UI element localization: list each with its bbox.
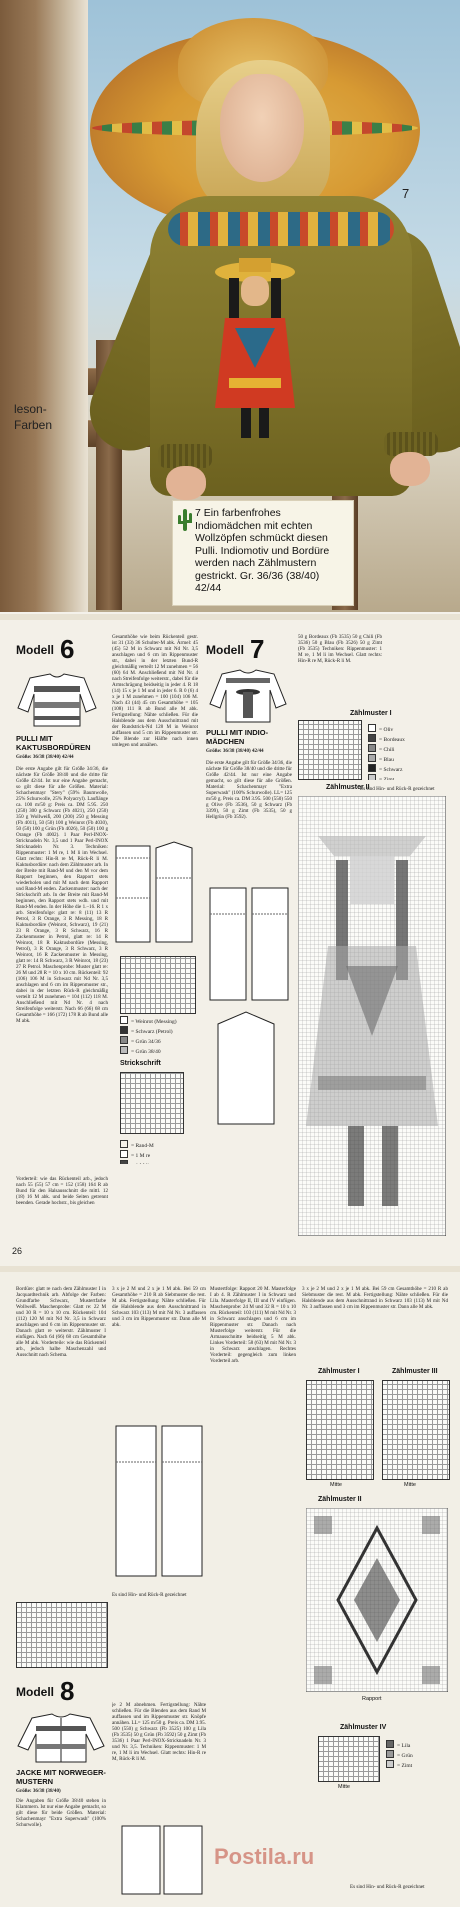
model-6-instructions-2: Vorderteil: wie das Rückenteil arb., jedoch nach 55 (55) 57 cm = 152 (158) 164 R ab Bund für den Halsausschnitt die mittl. 12 (18) 16 M abk. und beide Seiten getrennt beenden. Gerade hochstr., bis gleichen [16, 1176, 108, 1206]
model-7-title: PULLI MIT INDIO-MÄDCHEN [206, 728, 269, 746]
page-number: 26 [12, 1246, 23, 1256]
side-text-1: leson- [14, 402, 47, 416]
indio-count-chart [298, 796, 446, 1236]
model-7-instructions: Die erste Angabe gilt für Größe 34/36, die nächste für Größe 38/40 und die dritte für Größe 42/44. Ist nur eine Angabe gemacht, so gilt diese für alle Größen. Material: Schachenmayr "Extra Superwash" (100% Schurwolle). LL= 125 m/50 g. Preis ca. DM 3.95. 500 (550) 550 g Olive (Fb 3536), 50 g Schwarz (Fb 3399), 50 g Zimt (Fb 3535), 50 g Hellgrün (Fb 3592). [206, 760, 292, 820]
model-6-schematic [112, 838, 198, 948]
count-chart-1 [298, 720, 362, 780]
indio-girl-motif [215, 258, 295, 444]
model-face [220, 74, 304, 182]
model-6-knit-chart [120, 1072, 184, 1134]
model-number: 7 [250, 634, 265, 664]
count-chart-i [306, 1380, 374, 1480]
caption-box [172, 500, 354, 606]
model-8-left-text: Bordüre: glatt re nach dem Zählmuster I in Jacquardtechnik arb. Abfolge der Farben: Grundfarbe Schwarz, Mustertfarbe Wollweiß. Maschenprobe: Glatt re: 22 M und 30 R = 10 x 10 cm. Rückenteil: 104 (112) 120 M mit Nd Nr. 3,5 in Schwarz anschlagen und 6 cm im Rippenmuster str. Danach glatt re weiterstr. Zählmuster I einfügen. Nach 64 (66) 68 cm Gesamthöhe alle M abk. Vorderteile: wie das Rückenteil arb., jedoch halbe Maschenzahl und Ausschnitt nach Schema. [16, 1286, 106, 1358]
chart-label-1: Zählmuster I [350, 710, 392, 717]
sweater-yoke-border [168, 212, 394, 246]
model-7-instructions-2: 50 g Bordeaux (Fb 3535) 50 g Chili (Fb 3536) 50 g Blau (Fb 3526) 50 g Zimt (Fb 3535) Techniken: Rippenmuster: 1 M re, 1 M li im Wechsel. Glatt rechts: Hin-R re M, Rück-R li M. [298, 634, 382, 664]
chart-note-1: Es sind Hin- und Rück-R gezeichnet [112, 1592, 187, 1598]
model-6-size: Größe: 36/38 (38/40) 42/44 [16, 754, 74, 760]
model-label: Modell [16, 643, 54, 657]
pattern-page-1 [0, 614, 460, 1266]
model-6-instructions-3: Gesamthöhe wie beim Rückenteil gestr. ist 31 (33) 36 Schulter-M abk. Ärmel: 45 (45) 52 M in Schwarz mit Nd Nr. 3,5 anschlagen und 6 cm im Rippenmuster str., dabei in der letzten Bund-R gleichmäßig verteilt 12 M zunehmen = 56 (60) 64 M. Anschließend mit Nd Nr. 4 nach Streifenfolge weiterstr., dabei für die Armschrägung beidseitig in jeder 4. R 18 (14) 15 x je 1 M und in jeder 6. R 0 (6) 4 x je 1 M zunehmen = 100 (104) 106 M. Nach 43 (44) 45 cm Gesamthöhe = 105 (108) 111 R ab Bund alle M abk. Fertigstellung: Nähte schließen. Für die Halsblende aus dem Ausschnittrand mit der Rundstrick-Nd 128 M in Weinrot auffassen und 5 cm im Rippenmuster str. Die Blende zur Hälfte nach innen umlegen und annähen. [112, 634, 198, 748]
model-8-right-text: Mustertfolge: Rapport 20 M. Masterfolge I ab 4. R Zählmuster I in Schwarz und Lila. Masterfolge II, III und IV einfügen. Maschenprobe: 24 M und 32 R = 10 x 10 cm. Rückenteil: 103 (111) M mit Nd Nr. 3 in Schwarz anschlagen und 6 cm im Rippenmuster str. Danach nach Musterfolge weiterstr. Für die Armausschnitte beidseitig 5 M abk. Linkes Vorderteil: 58 (63) M mit Nd Nr. 3 in Schwarz anschlagen. Rechtes Vorderteil: gegengleich zum linken Vorderteil arb. [210, 1286, 296, 1364]
model-number: 8 [60, 1676, 75, 1706]
jacket-sketch-model-8 [16, 1712, 106, 1764]
model-7-schematic [206, 884, 292, 1134]
cactus-icon [177, 507, 193, 533]
small-legend: = Rand-M = 1 M re [120, 1140, 202, 1164]
model-8-mid-text-top: 3 x je 2 M und 2 x je 1 M abk. Bei 59 cm Gesamthöhe = 210 R ab Siebmuster die rest. M abk. Fertigstellung: Nähte schließen. Für die Halsblende aus dem Ausschnittrand in Schwarz 103 (113) M mit Nd Nr. 3 auffassen und 3 cm im Rippenmuster str. Dann alle M abk. [112, 1286, 206, 1328]
model-7-heading [206, 634, 264, 665]
hand [390, 452, 430, 486]
count-chart-iv [318, 1736, 380, 1782]
model-8-title: JACKE MIT NORWEGER-MUSTERN [16, 1768, 106, 1786]
model-8-far-text: 3 x je 2 M und 2 x je 1 M abk. Bei 59 cm Gesamthöhe = 210 R ab Siebmuster die rest. M abk. Fertigstellung: Nähte schließen. Für die Halsblende aus dem Ausschnittrand in Schwarz 103 (113) M mit Nd Nr. 3 auffassen und 3 cm im Rippenmuster str. Dann alle M abk. [302, 1286, 448, 1310]
hand [166, 466, 206, 500]
mitte-label: Mitte [338, 1784, 350, 1790]
count-chart-ii [306, 1508, 448, 1692]
fashion-photo [0, 0, 460, 612]
model-label: Modell [16, 1685, 54, 1699]
model-6-count-chart [120, 956, 196, 1014]
model-8-heading [16, 1676, 74, 1707]
model-8-intro: Die Angaben für Größe 38/40 stehen in Klammern. Ist nur eine Angabe gemacht, so gilt diese für beide Größen. Material: Schachenmayr "Extra Superwash" (100% Schurwolle). [16, 1798, 106, 1828]
model-8-schematic-upper [112, 1422, 206, 1582]
chart-label-2: Zählmuster II [326, 784, 370, 791]
count-chart-iii-small [16, 1602, 108, 1668]
sweater-sketch-model-6 [16, 672, 98, 728]
model-label: Modell [206, 643, 244, 657]
model-number: 6 [60, 634, 75, 664]
chart-label-ii: Zählmuster II [318, 1496, 362, 1503]
model-6-legend: = Weinrot (Messing) = Schwarz (Petrol) = Grün 34/36 = Grün 38/40 [120, 1016, 202, 1056]
model-6-instructions: Die erste Angabe gilt für Größe 34/36, die nächste für Größe 38/40 und die dritte für Größe 42/44. Ist nur eine Angabe gemacht, so gilt diese für alle Größen. Material: Schachenmayr "Stery" (59% Baumwolle, 25% Schurwolle, 25% Polyacryl). Lauflänge ca. 100 m/50 g: Preis ca. DM 5.95. 250 (250) 300 g Schwarz (Fb 4021), 250 (250) 350 g Wollweiß, 200 (200) 250 g Messing (Fb 4011), 50 (50) 100 g Weinrot (Fb 4030), 50 (50) 100 g Grün (Fb 4026), 50 (50) 100 g Orange (Fb 4002). 1 Paar Perl-INOX-Stricknadeln Nr. 3,5 und 1 Paar Perl-INOX Stricknadeln Nr. 3. Techniken: Rippenmuster: 1 M re, 1 M li im Wechsel. Glatt rechts: Hin-R re M, Rück-R li M. Kaktusbordüre: nach dem Zählmuster arb. In der Breite mit Rand-M und den M vor dem Rapport beginnen, den Rapport stets wiederholen und mit M nach dem Rapport und Rand-M enden. Zackenmuster: nach der Strickschrift arb. In der Breite mit Rand-M beginnen, den Rapport stets wdh. und mit Rand-M enden. In der Höhe die 1.–16. R 1 x arb. Streifenfolge: glatt re: 8 (11) 13 R Petrol, 3 R Orange, 3 R Messing, 18 R Kaktusbordüre (Weinrot, Schwarz), 19 (21) 23 R Orange, 3 R Schwarz, 16 R Zackenmuster in Petrol, glatt re: 14 R Weinrot, 18 R Kaktusbordüre (Messing, Petrol), 3 R Orange, 3 R Schwarz, 3 R Weinrot, 16 R Zackenmuster in Messing, glatt re: 14 R Schwarz, 3 R Weinrot, 18 (23) 27 R Petrol. Maschenprobe: Muster glatt re: 26 M und 28 R = 10 x 10 cm. Rückenteil: 92 (106) 106 M in Schwarz mit Nd Nr. 3,5 anschlagen und 6 cm im Rippenmuster str., dabei in der letzten Rück-R gleichmäßig verteilt 12 M zunehmen = 104 (112) 118 M. Anschließend mit Nd Nr. 4 nach Streifenfolge weiterstr. Nach 66 (66) 68 cm Gesamthöhe = 166 (172) 178 R ab Bund alle M abk. [16, 766, 108, 1024]
chart-label-i: Zählmuster I [318, 1368, 360, 1375]
photo-caption: 7 Ein farbenfrohes Indiomädchen mit echten Wollzöpfen schmückt diesen Pulli. Indiomotiv und Bordüre werden nach Zählmustern gestrickt. Gr. 36/36 (38/40) 42/44 [195, 507, 330, 594]
model-6-title: PULLI MIT KAKTUSBORDÜREN [16, 734, 91, 752]
model-8-mid-text: je 2 M abnehmen. Fertigstellung: Nähte schließen. Für die Blenden aus dem Rand M auffassen und im Rippenmuster str. Knöpfe annähen. LL= 125 m/50 g. Preis ca. DM 3.95. 500 (550) g Schwarz (Fb 3525) 100 g Lila (Fb 3535) 50 g Grün (Fb 3592) 50 g Zimt (Fb 3536) 1 Paar Perl-INOX-Stricknadeln Nr. 3 und Nr. 3,5. Techniken: Rippenmuster: 1 M re, 1 M li im Wechsel. Glatt rechts: Hin-R re M, Rück-R li M. [112, 1702, 206, 1762]
mitte-label: Mitte [330, 1482, 342, 1488]
sweater-cuff [158, 444, 212, 468]
rapport-label: Rapport [362, 1696, 382, 1702]
model-8-size: Größe: 36/38 (38/40) [16, 1788, 61, 1794]
model-7-size: Größe: 36/38 (38/40) 42/44 [206, 748, 264, 754]
model-6-heading [16, 634, 74, 665]
chart-label-iii: Zählmuster III [392, 1368, 438, 1375]
photo-number: 7 [402, 186, 410, 201]
model-8-schematic-lower [120, 1824, 204, 1896]
chart-label-iv: Zählmuster IV [340, 1724, 387, 1731]
mitte-label: Mitte [404, 1482, 416, 1488]
chart-note-2: Es sind Hin- und Rück-R gezeichnet [350, 1884, 425, 1890]
strickschrift-label: Strickschrift [120, 1060, 161, 1067]
adjacent-page-edge [0, 0, 88, 612]
sweater-sketch-model-7 [208, 668, 288, 724]
watermark: Postila.ru [214, 1844, 315, 1869]
pattern-page-2 [0, 1266, 460, 1907]
side-text-2: Farben [14, 418, 53, 432]
model-7-legend: = Oliv = Bordeaux = Chili = Blau = Schwarz = Zimt [368, 724, 444, 780]
model-8-legend: = Lila = Grün = Zimt [386, 1740, 448, 1770]
count-chart-iii [382, 1380, 450, 1480]
chart-note: Es sind Hin- und Rück-R gezeichnet [360, 786, 435, 792]
